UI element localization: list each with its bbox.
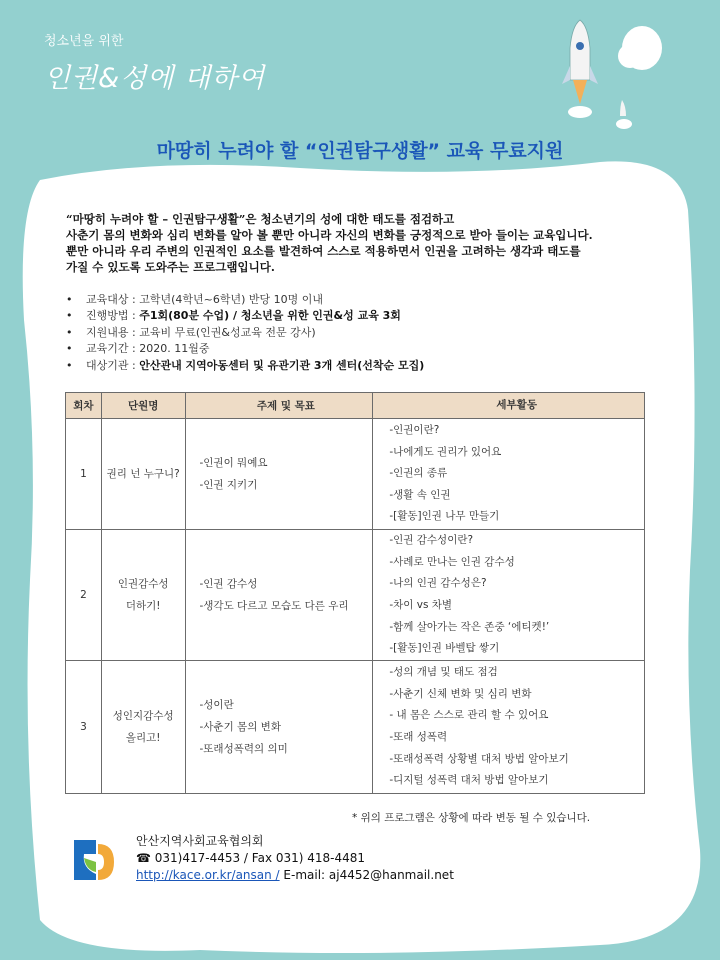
topic-line: -사춘기 몸의 변화 bbox=[199, 721, 281, 733]
topic-line: -성이란 bbox=[199, 699, 234, 711]
program-info-list bbox=[66, 292, 666, 374]
activity-line: -나의 인권 감수성은? bbox=[389, 577, 487, 590]
info-item-institution bbox=[66, 358, 666, 374]
intro-line: 가질 수 있도록 도와주는 프로그램입니다. bbox=[66, 260, 275, 274]
info-item-method bbox=[66, 308, 666, 324]
topic-line: -또래성폭력의 의미 bbox=[199, 743, 288, 755]
topic-cell bbox=[185, 661, 373, 794]
activity-line: -성의 개념 및 태도 점검 bbox=[389, 666, 498, 679]
change-notice: * 위의 프로그램은 상황에 따라 변동 될 수 있습니다. bbox=[352, 812, 591, 824]
website-link[interactable]: http://kace.or.kr/ansan / bbox=[136, 868, 280, 882]
activity-line: -생활 속 인권 bbox=[389, 488, 451, 501]
info-label: 지원내용 : bbox=[86, 325, 140, 339]
info-label: 진행방법 : bbox=[86, 309, 140, 323]
info-value: 안산관내 지역아동센터 및 유관기관 3개 센터(선착순 모집) bbox=[139, 358, 425, 372]
info-label: 교육대상 : bbox=[86, 293, 140, 306]
session-number: 3 bbox=[66, 661, 102, 794]
info-value: 주1회(80분 수업) / 청소년을 위한 인권&성 교육 3회 bbox=[139, 309, 401, 323]
unit-name-line: 권리 넌 누구니? bbox=[106, 468, 180, 480]
intro-line: “마땅히 누려야 할 – 인권탐구생활”은 청소년기의 성에 대한 태도를 점검하고 bbox=[66, 212, 455, 226]
unit-name bbox=[101, 530, 185, 661]
intro-paragraph bbox=[66, 211, 656, 275]
unit-name-line: 인권감수성 bbox=[117, 578, 169, 590]
curriculum-table bbox=[65, 392, 645, 794]
unit-name-line: 성인지감수성 bbox=[112, 710, 174, 722]
activity-line: -사춘기 신체 변화 및 심리 변화 bbox=[389, 687, 532, 700]
organization-name: 안산지역사회교육협의회 bbox=[136, 834, 264, 848]
unit-name-line: 올리고! bbox=[125, 732, 161, 744]
col-header-activities: 세부활동 bbox=[373, 393, 645, 419]
table-row bbox=[66, 530, 645, 661]
organization-phone: ☎ 031)417-4453 / Fax 031) 418-4481 bbox=[136, 851, 366, 865]
activity-line: -또래 성폭력 bbox=[389, 731, 448, 743]
organization-logo bbox=[70, 834, 118, 884]
session-number: 1 bbox=[66, 419, 102, 530]
topic-cell bbox=[185, 530, 373, 661]
topic-line: -인권 지키기 bbox=[199, 479, 258, 491]
activities-cell bbox=[373, 530, 645, 661]
organization-contact bbox=[136, 833, 454, 884]
activities-cell bbox=[373, 661, 645, 794]
topic-line: -인권 감수성 bbox=[199, 578, 258, 590]
info-item-support bbox=[66, 325, 666, 341]
activity-line: -또래성폭력 상황별 대처 방법 알아보기 bbox=[389, 752, 569, 765]
col-header-unit: 단원명 bbox=[101, 393, 185, 419]
activity-line: -인권이란? bbox=[389, 424, 440, 437]
table-row bbox=[66, 419, 645, 530]
activity-line: -나에게도 권리가 있어요 bbox=[389, 445, 502, 458]
rocket-illustration bbox=[560, 8, 680, 138]
topic-line: -생각도 다르고 모습도 다른 우리 bbox=[199, 600, 349, 612]
topic-line: -인권이 뭐예요 bbox=[199, 457, 268, 469]
info-value: 고학년(4학년~6학년) 반당 10명 이내 bbox=[139, 293, 323, 306]
table-row bbox=[66, 661, 645, 794]
unit-name-line: 더하기! bbox=[125, 600, 161, 612]
activity-line: -사례로 만나는 인권 감수성 bbox=[389, 555, 515, 568]
activity-line: - 내 몸은 스스로 관리 할 수 있어요 bbox=[389, 709, 549, 722]
topic-cell bbox=[185, 419, 373, 530]
activity-line: -[활동]인권 나무 만들기 bbox=[389, 510, 500, 523]
intro-line: 사춘기 몸의 변화와 심리 변화를 알아 볼 뿐만 아니라 자신의 변화를 긍정적으로 받아 들이는 교육입니다. bbox=[66, 228, 593, 242]
activity-line: -함께 살아가는 작은 존중 ‘에티켓!’ bbox=[389, 620, 550, 633]
activity-line: -인권 감수성이란? bbox=[389, 534, 474, 547]
info-label: 교육기간 : bbox=[86, 342, 140, 356]
email-text: E-mail: aj4452@hanmail.net bbox=[279, 868, 454, 882]
activity-line: -[활동]인권 바벨탑 쌓기 bbox=[389, 642, 500, 655]
activities-cell bbox=[373, 419, 645, 530]
header-subtitle: 청소년을 위한 bbox=[44, 34, 124, 49]
activity-line: -디지털 성폭력 대처 방법 알아보기 bbox=[389, 774, 549, 787]
unit-name bbox=[101, 661, 185, 794]
table-header-row bbox=[66, 393, 645, 419]
program-headline: 마땅히 누려야 할 “인권탐구생활” 교육 무료지원 bbox=[156, 140, 564, 162]
col-header-session: 회차 bbox=[66, 393, 102, 419]
unit-name bbox=[101, 419, 185, 530]
col-header-topic: 주제 및 목표 bbox=[185, 393, 373, 419]
activity-line: -차이 vs 차별 bbox=[389, 599, 453, 611]
activity-line: -인권의 종류 bbox=[389, 467, 448, 480]
session-number: 2 bbox=[66, 530, 102, 661]
info-value: 2020. 11월중 bbox=[139, 342, 210, 356]
intro-line: 뿐만 아니라 우리 주변의 인권적인 요소를 발견하여 스스로 적용하면서 인권을 고려하는 생각과 태도를 bbox=[66, 244, 581, 258]
info-item-period bbox=[66, 341, 666, 357]
info-item-target bbox=[66, 292, 666, 308]
organization-web-email bbox=[136, 867, 454, 884]
info-label: 대상기관 : bbox=[86, 358, 140, 372]
info-value: 교육비 무료(인권&성교육 전문 강사) bbox=[139, 325, 316, 339]
page-title: 인권&성에 대하여 bbox=[44, 63, 266, 94]
